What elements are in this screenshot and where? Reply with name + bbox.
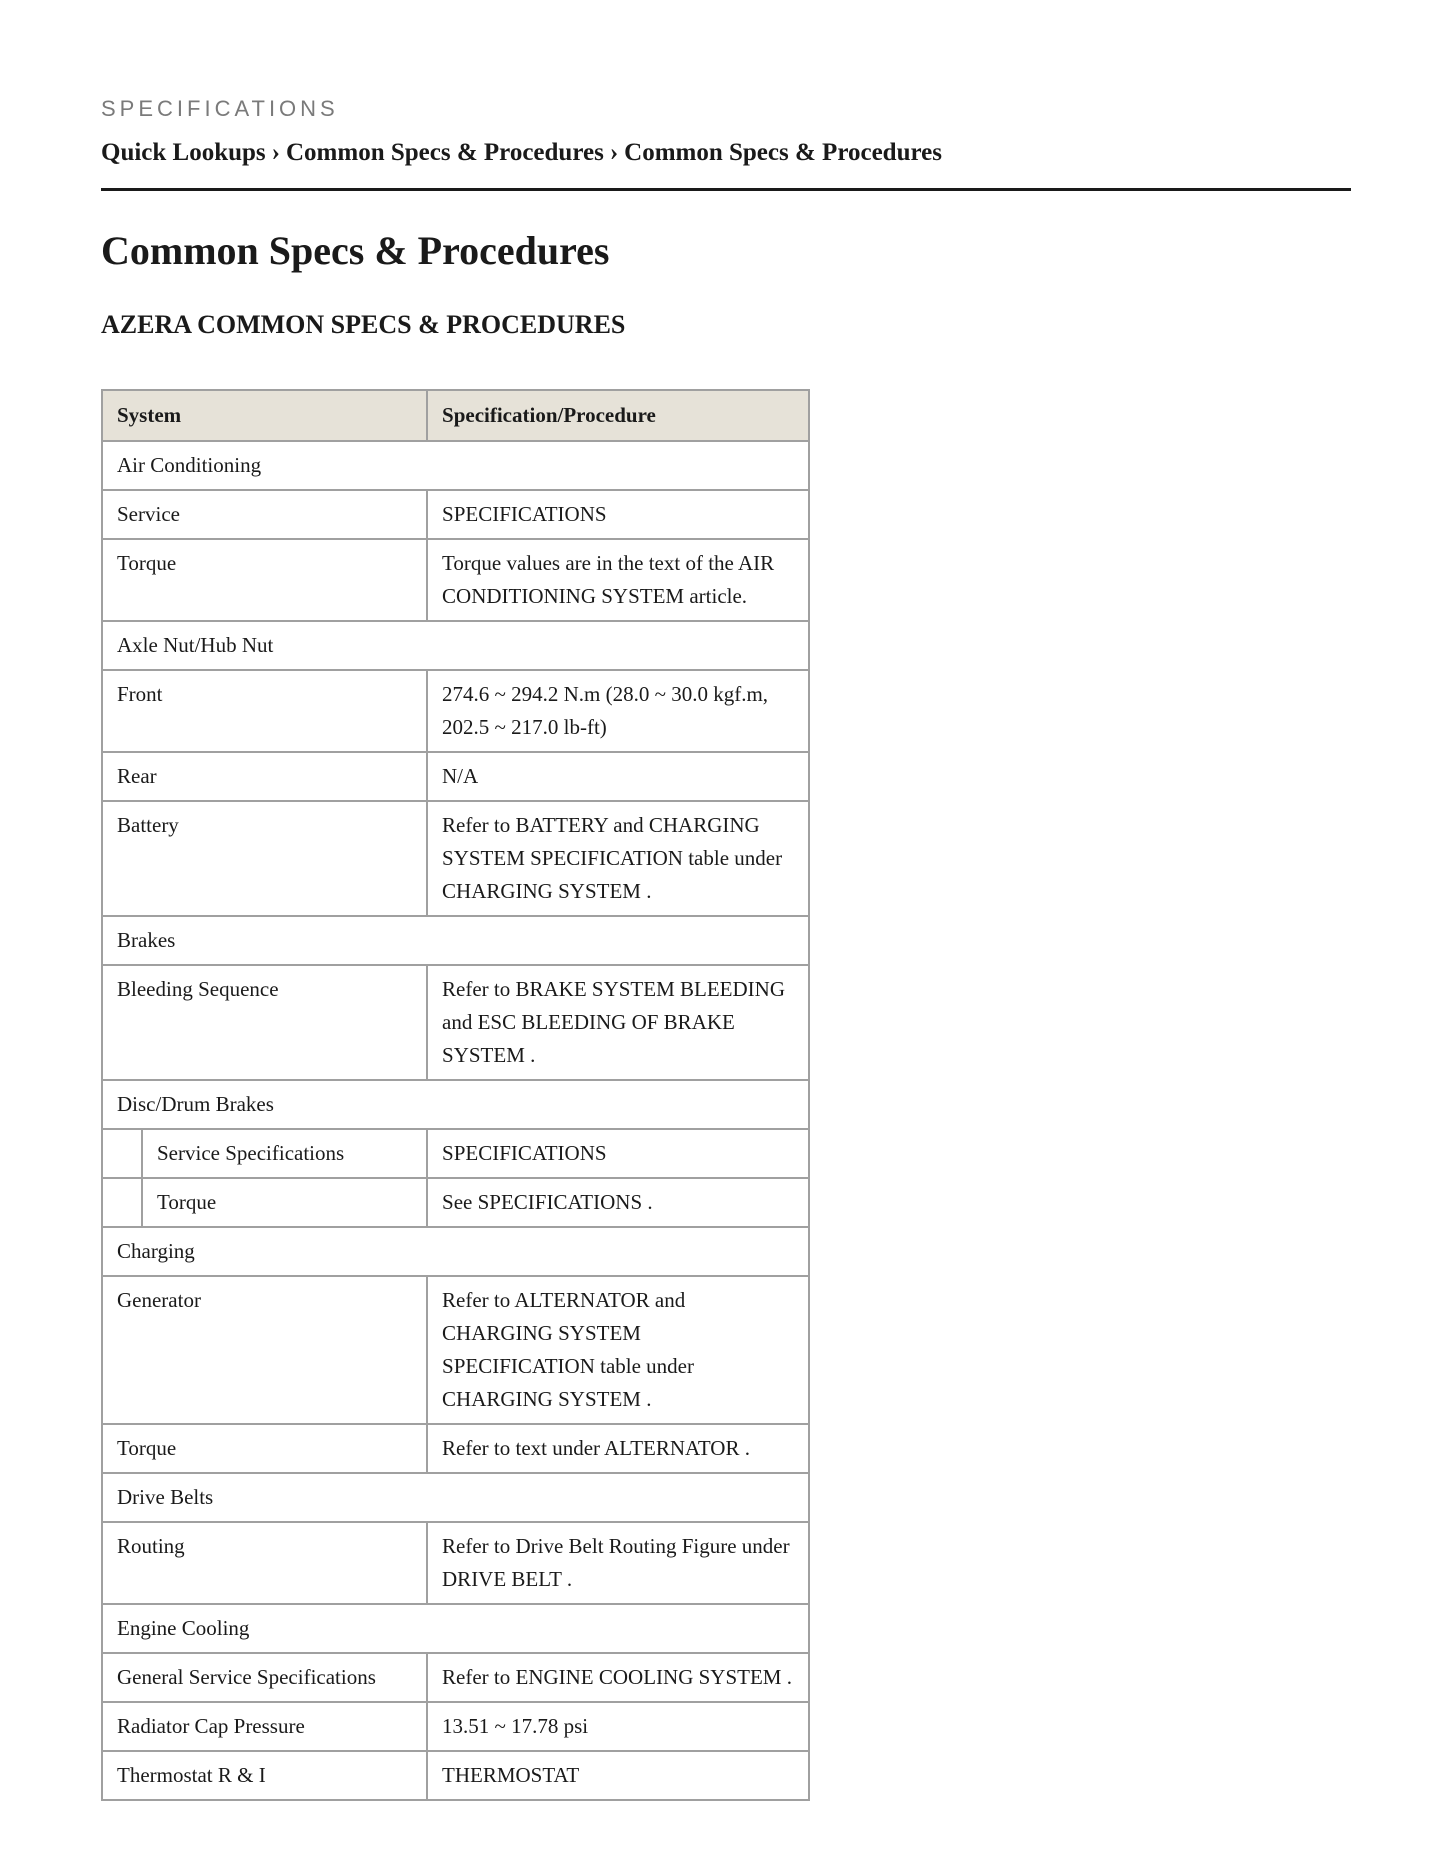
group-heading-cell: Brakes: [102, 916, 809, 965]
breadcrumb-separator: ›: [609, 139, 619, 166]
table-row: [102, 1080, 809, 1129]
group-heading-cell: Engine Cooling: [102, 1604, 809, 1653]
table-row: [102, 1227, 809, 1276]
table-row: [102, 1276, 809, 1424]
page-title: Common Specs & Procedures: [101, 228, 610, 273]
system-cell: General Service Specifications: [102, 1653, 427, 1702]
system-cell: Rear: [102, 752, 427, 801]
table-row: [102, 539, 809, 621]
spec-cell: SPECIFICATIONS: [427, 1129, 809, 1178]
system-cell: Routing: [102, 1522, 427, 1604]
spec-cell: N/A: [427, 752, 809, 801]
system-cell: Bleeding Sequence: [102, 965, 427, 1080]
system-cell: Radiator Cap Pressure: [102, 1702, 427, 1751]
table-row: [102, 1473, 809, 1522]
specs-table: [101, 389, 810, 1801]
table-row: [102, 1129, 809, 1178]
spec-cell: Refer to Drive Belt Routing Figure under DRIVE BELT .: [427, 1522, 809, 1604]
spec-cell: THERMOSTAT: [427, 1751, 809, 1800]
breadcrumb-item-current: Common Specs & Procedures: [624, 139, 942, 166]
column-header-spec: Specification/Procedure: [427, 390, 809, 441]
breadcrumb: [101, 139, 1351, 167]
spec-cell: Refer to ENGINE COOLING SYSTEM .: [427, 1653, 809, 1702]
breadcrumb-separator: ›: [271, 139, 280, 166]
spec-cell: SPECIFICATIONS: [427, 490, 809, 539]
table-row: [102, 1178, 809, 1227]
page-subtitle: AZERA COMMON SPECS & PROCEDURES: [101, 310, 626, 339]
table-row: [102, 670, 809, 752]
spec-cell: 13.51 ~ 17.78 psi: [427, 1702, 809, 1751]
group-heading-cell: Charging: [102, 1227, 809, 1276]
spec-cell: Refer to ALTERNATOR and CHARGING SYSTEM SPECIFICATION table under CHARGING SYSTEM .: [427, 1276, 809, 1424]
indent-cell: [102, 1178, 142, 1227]
system-cell: Battery: [102, 801, 427, 916]
spec-cell: Torque values are in the text of the AIR CONDITIONING SYSTEM article.: [427, 539, 809, 621]
table-row: [102, 965, 809, 1080]
table-row: [102, 490, 809, 539]
section-kicker: SPECIFICATIONS: [101, 96, 339, 121]
system-cell: Front: [102, 670, 427, 752]
system-cell: Service Specifications: [142, 1129, 427, 1178]
header-divider: [101, 188, 1351, 191]
group-heading-cell: Air Conditioning: [102, 441, 809, 490]
spec-cell: Refer to BATTERY and CHARGING SYSTEM SPECIFICATION table under CHARGING SYSTEM .: [427, 801, 809, 916]
indent-cell: [102, 1129, 142, 1178]
table-row: [102, 801, 809, 916]
system-cell: Service: [102, 490, 427, 539]
breadcrumb-item-common-specs[interactable]: Common Specs & Procedures: [286, 139, 604, 166]
table-row: [102, 621, 809, 670]
system-cell: Thermostat R & I: [102, 1751, 427, 1800]
column-header-system: System: [102, 390, 427, 441]
table-row: [102, 1751, 809, 1800]
spec-cell: See SPECIFICATIONS .: [427, 1178, 809, 1227]
table-row: [102, 752, 809, 801]
group-heading-cell: Axle Nut/Hub Nut: [102, 621, 809, 670]
spec-cell: Refer to text under ALTERNATOR .: [427, 1424, 809, 1473]
breadcrumb-item-quick-lookups[interactable]: Quick Lookups: [101, 139, 266, 166]
system-cell: Torque: [102, 539, 427, 621]
table-row: [102, 1604, 809, 1653]
group-heading-cell: Drive Belts: [102, 1473, 809, 1522]
table-row: [102, 441, 809, 490]
table-row: [102, 1702, 809, 1751]
table-row: [102, 1424, 809, 1473]
system-cell: Torque: [142, 1178, 427, 1227]
table-row: [102, 916, 809, 965]
system-cell: Generator: [102, 1276, 427, 1424]
spec-cell: Refer to BRAKE SYSTEM BLEEDING and ESC BLEEDING OF BRAKE SYSTEM .: [427, 965, 809, 1080]
subgroup-heading-cell: Disc/Drum Brakes: [102, 1080, 809, 1129]
spec-cell: 274.6 ~ 294.2 N.m (28.0 ~ 30.0 kgf.m, 202.5 ~ 217.0 lb-ft): [427, 670, 809, 752]
table-row: [102, 1653, 809, 1702]
table-row: [102, 1522, 809, 1604]
system-cell: Torque: [102, 1424, 427, 1473]
table-header-row: [102, 390, 809, 441]
specs-table-body: [102, 441, 809, 1800]
